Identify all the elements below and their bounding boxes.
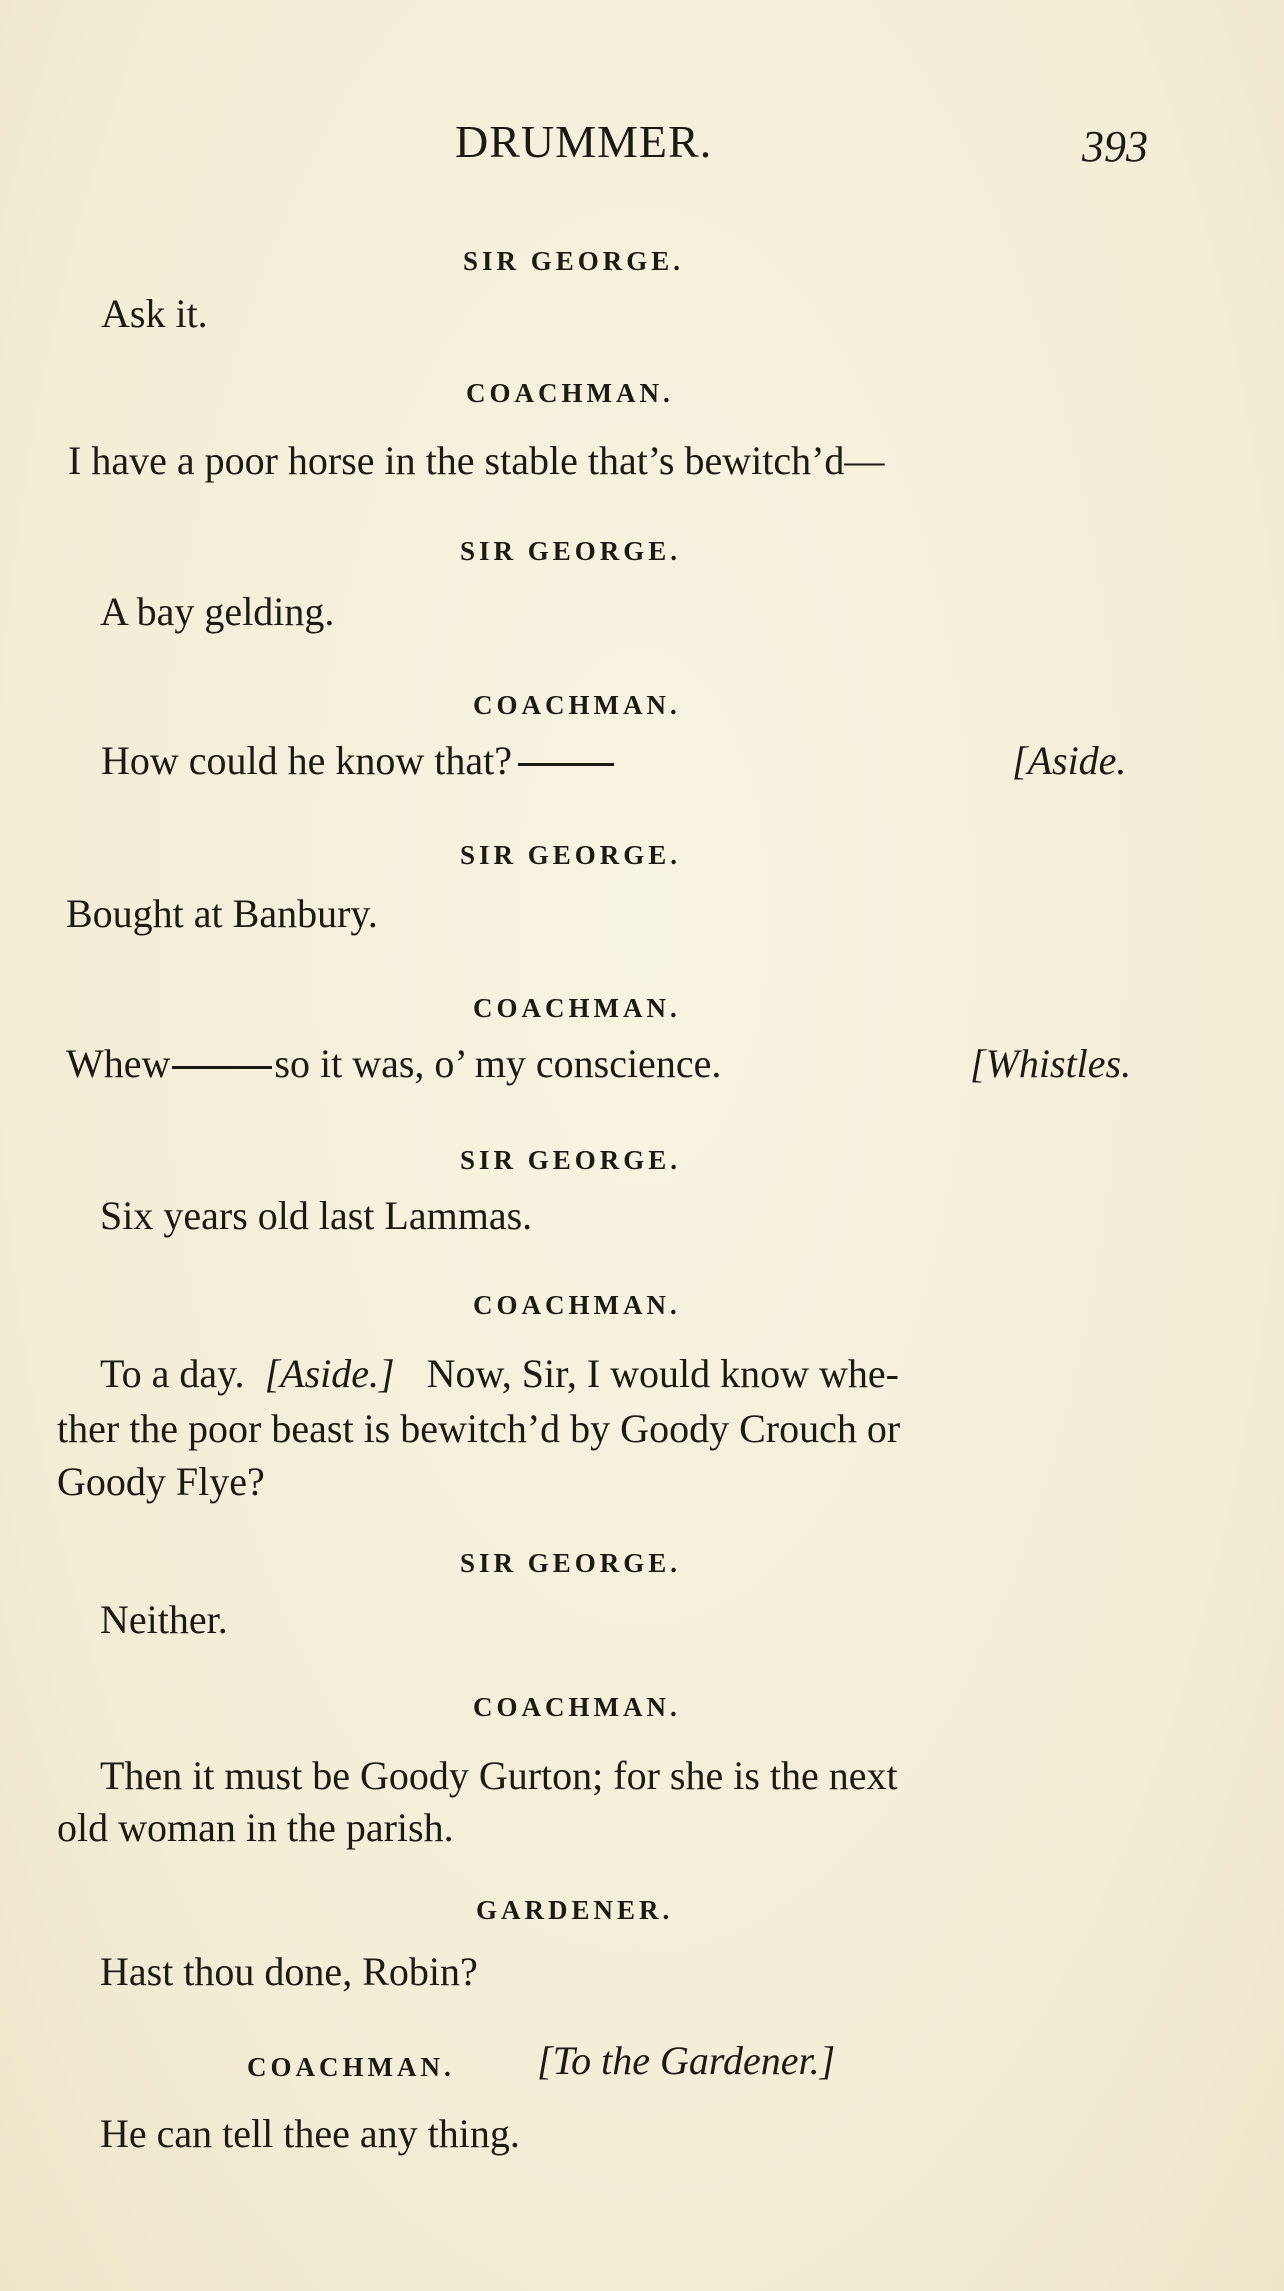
dialogue-line: A bay gelding. <box>100 589 335 634</box>
dialogue-line: Ask it. <box>101 291 208 336</box>
dialogue-line: I have a poor horse in the stable that’s bewitch’d— <box>68 438 885 483</box>
dialogue-line: Neither. <box>100 1597 228 1642</box>
running-head-title: DRUMMER. <box>455 116 713 167</box>
speaker-name: COACHMAN. <box>247 2052 455 2082</box>
speaker-name: SIR GEORGE. <box>460 1548 682 1578</box>
speaker-name: COACHMAN. <box>473 1692 681 1722</box>
dialogue-line: Bought at Banbury. <box>66 891 378 936</box>
stage-direction: [Aside. <box>1012 738 1127 783</box>
dialogue-line: Then it must be Goody Gurton; for she is the next <box>100 1753 898 1798</box>
running-head <box>0 115 1284 175</box>
dialogue-line <box>101 737 620 784</box>
speaker-name: SIR GEORGE. <box>460 536 682 566</box>
dialogue-line <box>66 1040 721 1087</box>
dialogue-line: ther the poor beast is bewitch’d by Goody Crouch or <box>57 1406 901 1451</box>
dialogue-line: Hast thou done, Robin? <box>100 1949 478 1994</box>
stage-direction: [Whistles. <box>970 1041 1132 1086</box>
em-dash-rule <box>518 763 614 766</box>
page-number: 393 <box>1082 122 1148 171</box>
dialogue-text: Now, Sir, I would know whe- <box>426 1351 899 1396</box>
stage-direction: [To the Gardener.] <box>537 2038 836 2083</box>
speaker-name: COACHMAN. <box>466 378 674 408</box>
dialogue-text: How could he know that? <box>101 738 513 783</box>
dialogue-text: To a day. <box>100 1351 245 1396</box>
stage-direction: [Aside.] <box>264 1351 395 1396</box>
dialogue-text: Whew <box>66 1041 171 1086</box>
speaker-name: SIR GEORGE. <box>460 840 682 870</box>
em-dash-rule <box>172 1066 272 1069</box>
speaker-name: COACHMAN. <box>473 690 681 720</box>
dialogue-text: so it was, o’ my conscience. <box>274 1041 722 1086</box>
speaker-name: GARDENER. <box>476 1895 674 1925</box>
dialogue-line <box>100 1350 899 1397</box>
speaker-name: SIR GEORGE. <box>463 246 685 276</box>
speaker-name: SIR GEORGE. <box>460 1145 682 1175</box>
dialogue-line: Six years old last Lammas. <box>100 1193 533 1238</box>
speaker-name: COACHMAN. <box>473 1290 681 1320</box>
dialogue-line: He can tell thee any thing. <box>100 2111 520 2156</box>
dialogue-line: old woman in the parish. <box>57 1805 454 1850</box>
speaker-name: COACHMAN. <box>473 993 681 1023</box>
dialogue-line: Goody Flye? <box>57 1459 265 1504</box>
